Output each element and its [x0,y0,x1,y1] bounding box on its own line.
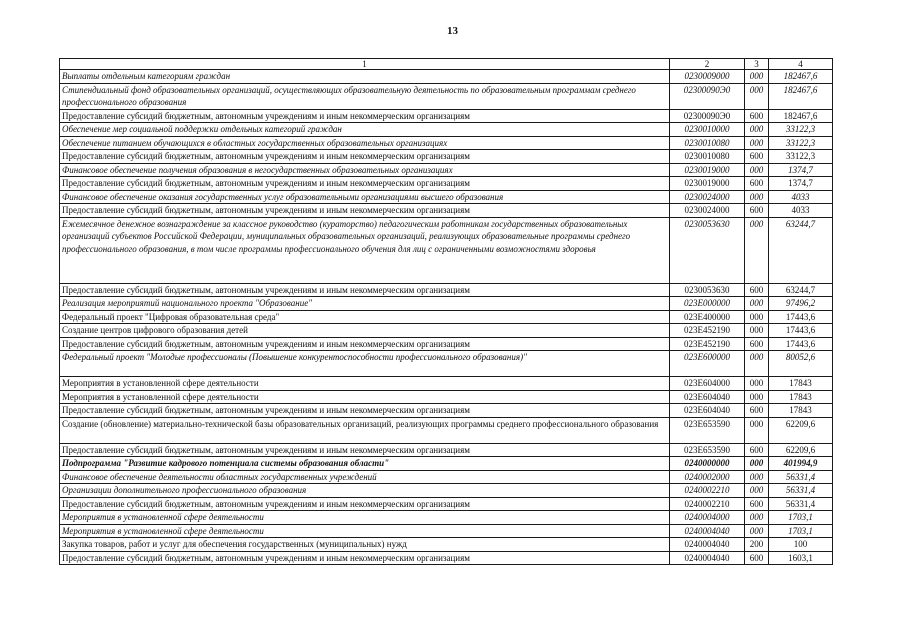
row-sum: 1374,7 [769,163,833,177]
header-vr: 3 [745,59,769,70]
table-row [60,470,833,484]
table-row [60,484,833,498]
row-code: 0240000000 [670,457,745,471]
table-row [60,123,833,137]
row-name: Подпрограмма "Развитие кадрового потенциала системы образования области" [60,457,670,471]
row-code: 02300090Э0 [670,83,745,109]
row-name: Предоставление субсидий бюджетным, автономным учреждениям и иным некоммерческим организациям [60,337,670,351]
row-code: 0240004000 [670,511,745,525]
row-vr: 000 [745,324,769,338]
row-sum: 33122,3 [769,136,833,150]
row-vr: 000 [745,310,769,324]
table-body [60,70,833,565]
page-number: 13 [447,25,458,37]
row-vr: 000 [745,524,769,538]
row-name: Обеспечение питанием обучающихся в областных государственных образовательных организациях [60,136,670,150]
row-name: Выплаты отдельным категориям граждан [60,70,670,84]
table-row [60,524,833,538]
row-sum: 17843 [769,404,833,418]
table-row [60,551,833,565]
row-sum: 97496,2 [769,297,833,311]
row-sum: 100 [769,538,833,552]
row-sum: 56331,4 [769,484,833,498]
row-sum: 182467,6 [769,70,833,84]
row-code: 023E000000 [670,297,745,311]
row-sum: 17843 [769,390,833,404]
row-name: Предоставление субсидий бюджетным, автономным учреждениям и иным некоммерческим организациям [60,283,670,297]
table-row [60,109,833,123]
row-name: Организации дополнительного профессионального образования [60,484,670,498]
table-row [60,511,833,525]
row-vr: 000 [745,390,769,404]
row-code: 0230024000 [670,190,745,204]
row-name: Федеральный проект "Молодые профессионалы (Повышение конкурентоспособности профессионального образования)" [60,351,670,377]
row-vr: 000 [745,83,769,109]
row-code: 023E452190 [670,324,745,338]
row-vr: 000 [745,190,769,204]
table-row [60,324,833,338]
row-code: 023E653590 [670,417,745,443]
table-row [60,377,833,391]
row-vr: 000 [745,297,769,311]
row-sum: 63244,7 [769,283,833,297]
row-code: 0240004040 [670,551,745,565]
table-row [60,217,833,283]
row-name: Стипендиальный фонд образовательных организаций, осуществляющих образовательную деятельность по образовательным программам среднего профессионального образования [60,83,670,109]
table-row [60,136,833,150]
header-sum: 4 [769,59,833,70]
row-vr: 000 [745,123,769,137]
row-code: 023E604040 [670,390,745,404]
row-sum: 33122,3 [769,150,833,164]
row-name: Финансовое обеспечение оказания государственных услуг образовательными организациями высшего образования [60,190,670,204]
table-row [60,283,833,297]
table-row [60,497,833,511]
row-code: 0230010080 [670,150,745,164]
row-sum: 33122,3 [769,123,833,137]
row-vr: 000 [745,70,769,84]
row-sum: 1703,1 [769,511,833,525]
row-sum: 17843 [769,377,833,391]
row-vr: 000 [745,217,769,283]
table-row [60,457,833,471]
row-sum: 401994,9 [769,457,833,471]
table-row [60,190,833,204]
row-name: Предоставление субсидий бюджетным, автономным учреждениям и иным некоммерческим организациям [60,177,670,191]
row-code: 0230009000 [670,70,745,84]
row-code: 023E653590 [670,443,745,457]
table-row [60,390,833,404]
row-sum: 62209,6 [769,443,833,457]
row-sum: 63244,7 [769,217,833,283]
row-sum: 17443,6 [769,337,833,351]
row-vr: 000 [745,163,769,177]
row-sum: 56331,4 [769,470,833,484]
table-row [60,297,833,311]
table-row [60,70,833,84]
header-code: 2 [670,59,745,70]
row-vr: 600 [745,177,769,191]
row-sum: 1374,7 [769,177,833,191]
row-vr: 600 [745,551,769,565]
row-code: 023E600000 [670,351,745,377]
table-row [60,83,833,109]
row-vr: 000 [745,470,769,484]
row-code: 023E452190 [670,337,745,351]
table-row [60,337,833,351]
row-name: Предоставление субсидий бюджетным, автономным учреждениям и иным некоммерческим организациям [60,204,670,218]
row-code: 0240004040 [670,524,745,538]
row-vr: 000 [745,417,769,443]
row-vr: 000 [745,351,769,377]
table-row [60,417,833,443]
row-code: 0240002000 [670,470,745,484]
table-row [60,351,833,377]
row-vr: 000 [745,377,769,391]
row-name: Реализация мероприятий национального проекта "Образование" [60,297,670,311]
row-name: Предоставление субсидий бюджетным, автономным учреждениям и иным некоммерческим организациям [60,497,670,511]
row-name: Финансовое обеспечение деятельности областных государственных учреждений [60,470,670,484]
row-name: Закупка товаров, работ и услуг для обеспечения государственных (муниципальных) нужд [60,538,670,552]
row-name: Финансовое обеспечение получения образования в негосударственных образовательных организациях [60,163,670,177]
row-sum: 80052,6 [769,351,833,377]
header-row [60,59,833,70]
row-sum: 4033 [769,190,833,204]
row-vr: 600 [745,443,769,457]
row-code: 0230053630 [670,217,745,283]
row-sum: 1703,1 [769,524,833,538]
row-code: 0240002210 [670,497,745,511]
row-name: Предоставление субсидий бюджетным, автономным учреждениям и иным некоммерческим организациям [60,150,670,164]
row-name: Предоставление субсидий бюджетным, автономным учреждениям и иным некоммерческим организациям [60,443,670,457]
row-name: Предоставление субсидий бюджетным, автономным учреждениям и иным некоммерческим организациям [60,404,670,418]
table-row [60,163,833,177]
row-code: 0230019000 [670,163,745,177]
row-sum: 1603,1 [769,551,833,565]
row-vr: 600 [745,404,769,418]
row-vr: 600 [745,204,769,218]
row-sum: 17443,6 [769,310,833,324]
table-row [60,204,833,218]
row-code: 0230024000 [670,204,745,218]
table-row [60,150,833,164]
row-vr: 000 [745,484,769,498]
row-vr: 600 [745,337,769,351]
row-name: Мероприятия в установленной сфере деятельности [60,390,670,404]
row-code: 0240004040 [670,538,745,552]
row-name: Федеральный проект "Цифровая образовательная среда" [60,310,670,324]
row-vr: 600 [745,150,769,164]
row-code: 0230010080 [670,136,745,150]
row-vr: 600 [745,109,769,123]
row-name: Обеспечение мер социальной поддержки отдельных категорий граждан [60,123,670,137]
row-code: 0240002210 [670,484,745,498]
row-sum: 56331,4 [769,497,833,511]
table-row [60,443,833,457]
row-code: 023E604040 [670,404,745,418]
table-row [60,177,833,191]
row-vr: 000 [745,511,769,525]
row-name: Предоставление субсидий бюджетным, автономным учреждениям и иным некоммерческим организациям [60,551,670,565]
budget-table [59,58,833,565]
row-vr: 600 [745,497,769,511]
row-sum: 182467,6 [769,109,833,123]
row-name: Предоставление субсидий бюджетным, автономным учреждениям и иным некоммерческим организациям [60,109,670,123]
row-name: Создание (обновление) материально-технической базы образовательных организаций, реализующих программы среднего профессионального образования [60,417,670,443]
row-code: 0230053630 [670,283,745,297]
row-name: Ежемесячное денежное вознаграждение за классное руководство (кураторство) педагогическим работникам государственных образовательных организаций субъектов Российской Федерации, муниципальных образовательных организаций, реализующих образовательные программы среднего профессионального образования, в том числе программы профессионального обучения для лиц с ограниченными возможностями здоровья [60,217,670,283]
table-row [60,404,833,418]
row-sum: 62209,6 [769,417,833,443]
row-sum: 4033 [769,204,833,218]
row-vr: 200 [745,538,769,552]
table-row [60,538,833,552]
row-name: Создание центров цифрового образования детей [60,324,670,338]
row-name: Мероприятия в установленной сфере деятельности [60,511,670,525]
row-vr: 600 [745,283,769,297]
row-name: Мероприятия в установленной сфере деятельности [60,524,670,538]
row-vr: 000 [745,136,769,150]
row-sum: 17443,6 [769,324,833,338]
row-code: 023E400000 [670,310,745,324]
header-name: 1 [60,59,670,70]
row-code: 02300090Э0 [670,109,745,123]
row-code: 0230010000 [670,123,745,137]
row-name: Мероприятия в установленной сфере деятельности [60,377,670,391]
row-code: 0230019000 [670,177,745,191]
row-vr: 000 [745,457,769,471]
row-code: 023E604000 [670,377,745,391]
table-row [60,310,833,324]
row-sum: 182467,6 [769,83,833,109]
